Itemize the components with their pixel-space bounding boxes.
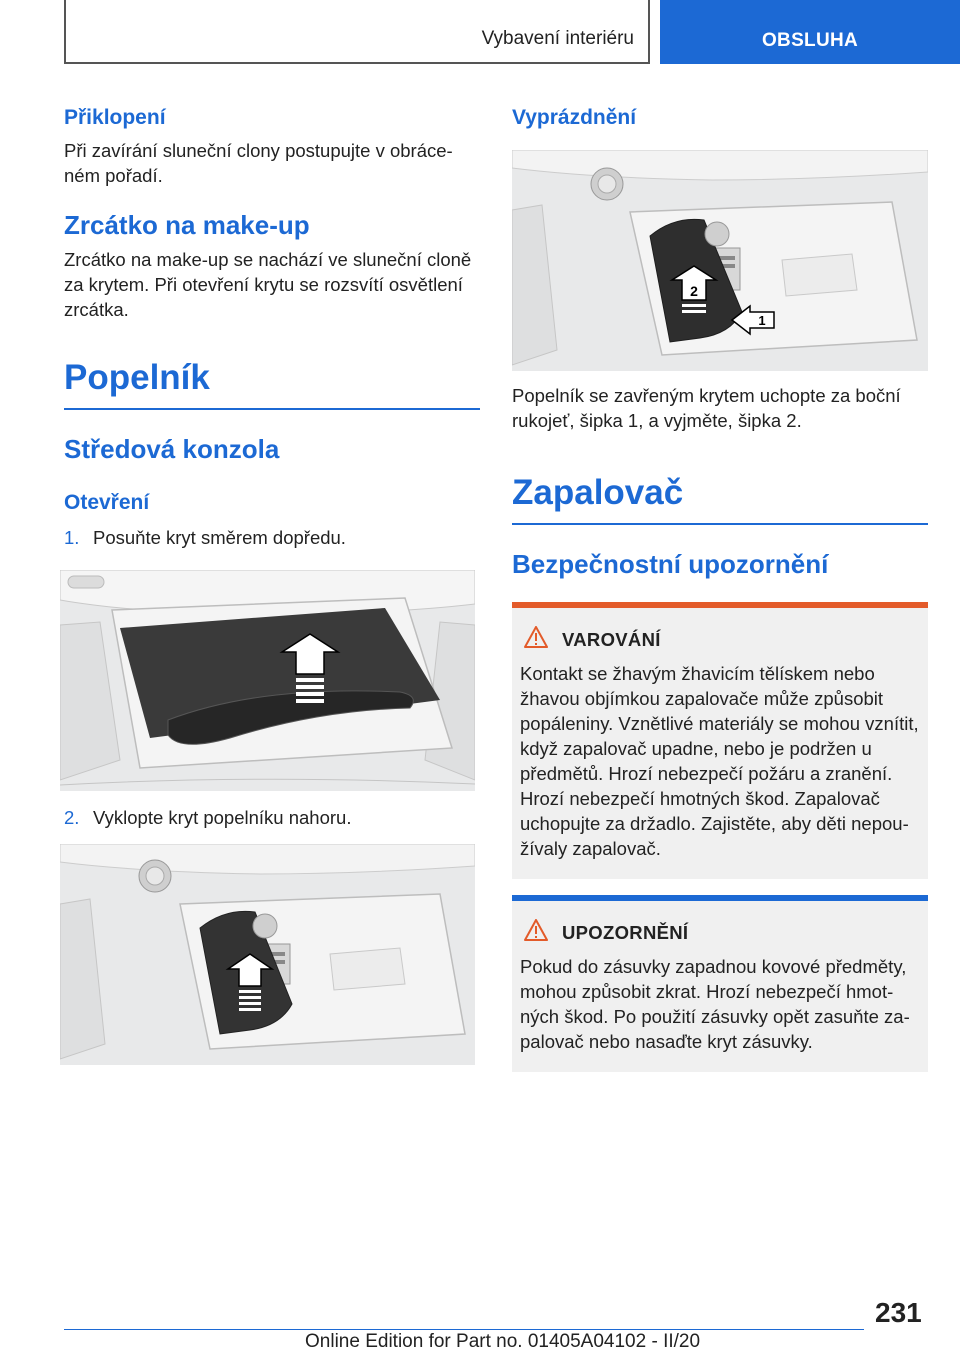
warning-header xyxy=(520,626,920,653)
ashtray-remove-illustration xyxy=(512,150,928,371)
warning-box xyxy=(512,602,928,879)
step-number: 2. xyxy=(64,807,80,828)
step-text: Posuňte kryt směrem dopředu. xyxy=(93,527,346,548)
fold-heading: Přiklopení xyxy=(64,106,166,129)
step-text: Vyklopte kryt popelníku nahoru. xyxy=(93,807,352,828)
section-title: Vybavení interiéru xyxy=(481,28,634,49)
notice-box xyxy=(512,895,928,1072)
mirror-heading: Zrcátko na make-up xyxy=(64,210,310,240)
right-column xyxy=(512,100,928,1072)
callout-1-label: 1 xyxy=(758,313,766,328)
ashtray-open-photo xyxy=(60,844,475,1065)
list-item xyxy=(64,525,480,550)
safety-heading: Bezpečnostní upozornění xyxy=(512,549,829,579)
left-column xyxy=(64,100,480,1065)
chapter-tab xyxy=(660,0,960,64)
fold-paragraph: Při zavírání sluneční clony postupujte v obráceném pořadí. xyxy=(64,140,453,186)
notice-text: Pokud do zásuvky zapadnou kovové předměty, mohou způsobit zkrat. Hrozí nebezpečí hmotných škod. Po použití zásuvky opět zasuňte zapalovač nebo nasaďte kryt zásuvky. xyxy=(520,956,910,1052)
ashtray-heading: Popelník xyxy=(64,358,210,397)
console-heading: Středová konzola xyxy=(64,434,280,464)
ashtray-slide-photo xyxy=(60,570,475,791)
callout-2-label: 2 xyxy=(690,283,698,299)
warning-text: Kontakt se žhavým žhavicím tělískem nebo žhavou objímkou zapalovače může způsobit popáleniny. Vznětlivé materiály se mohou vznítit, když zapalovač upadne, nebo je podržen u předmětů. Hrozí nebezpečí požáru a zranění. Hrozí nebezpečí hmotných škod. Zapalovač uchopujte za držadlo. Zajistěte, aby děti nepoužívaly zapalovač. xyxy=(520,663,919,859)
lighter-heading: Zapalovač xyxy=(512,473,684,512)
page-number: 231 xyxy=(875,1297,922,1328)
ashtray-remove-photo xyxy=(512,150,928,371)
empty-heading: Vyprázdnění xyxy=(512,106,637,129)
mirror-paragraph: Zrcátko na make-up se nachází ve sluneční cloně za krytem. Při otevření krytu se rozsvítí osvětlení zrcátka. xyxy=(64,249,472,320)
warning-triangle-icon xyxy=(524,626,548,653)
ashtray-slide-illustration xyxy=(60,570,475,791)
notice-title: UPOZORNĚNÍ xyxy=(562,921,689,943)
empty-paragraph: Popelník se zavřeným krytem uchopte za boční rukojeť, šipka 1, a vyjměte, šipka 2. xyxy=(512,385,901,431)
warning-triangle-icon xyxy=(524,919,548,946)
footer-rule xyxy=(64,1329,864,1330)
list-item xyxy=(64,805,480,830)
step-number: 1. xyxy=(64,527,80,548)
ashtray-open-illustration xyxy=(60,844,475,1065)
open-heading: Otevření xyxy=(64,491,150,514)
heading-rule xyxy=(512,523,928,525)
chapter-title: OBSLUHA xyxy=(761,30,859,51)
running-header-section xyxy=(64,0,650,64)
notice-header xyxy=(520,919,920,946)
warning-title: VAROVÁNÍ xyxy=(562,628,661,650)
edition-line: Online Edition for Part no. 01405A04102 - II/20 xyxy=(305,1331,701,1352)
heading-rule xyxy=(64,408,480,410)
